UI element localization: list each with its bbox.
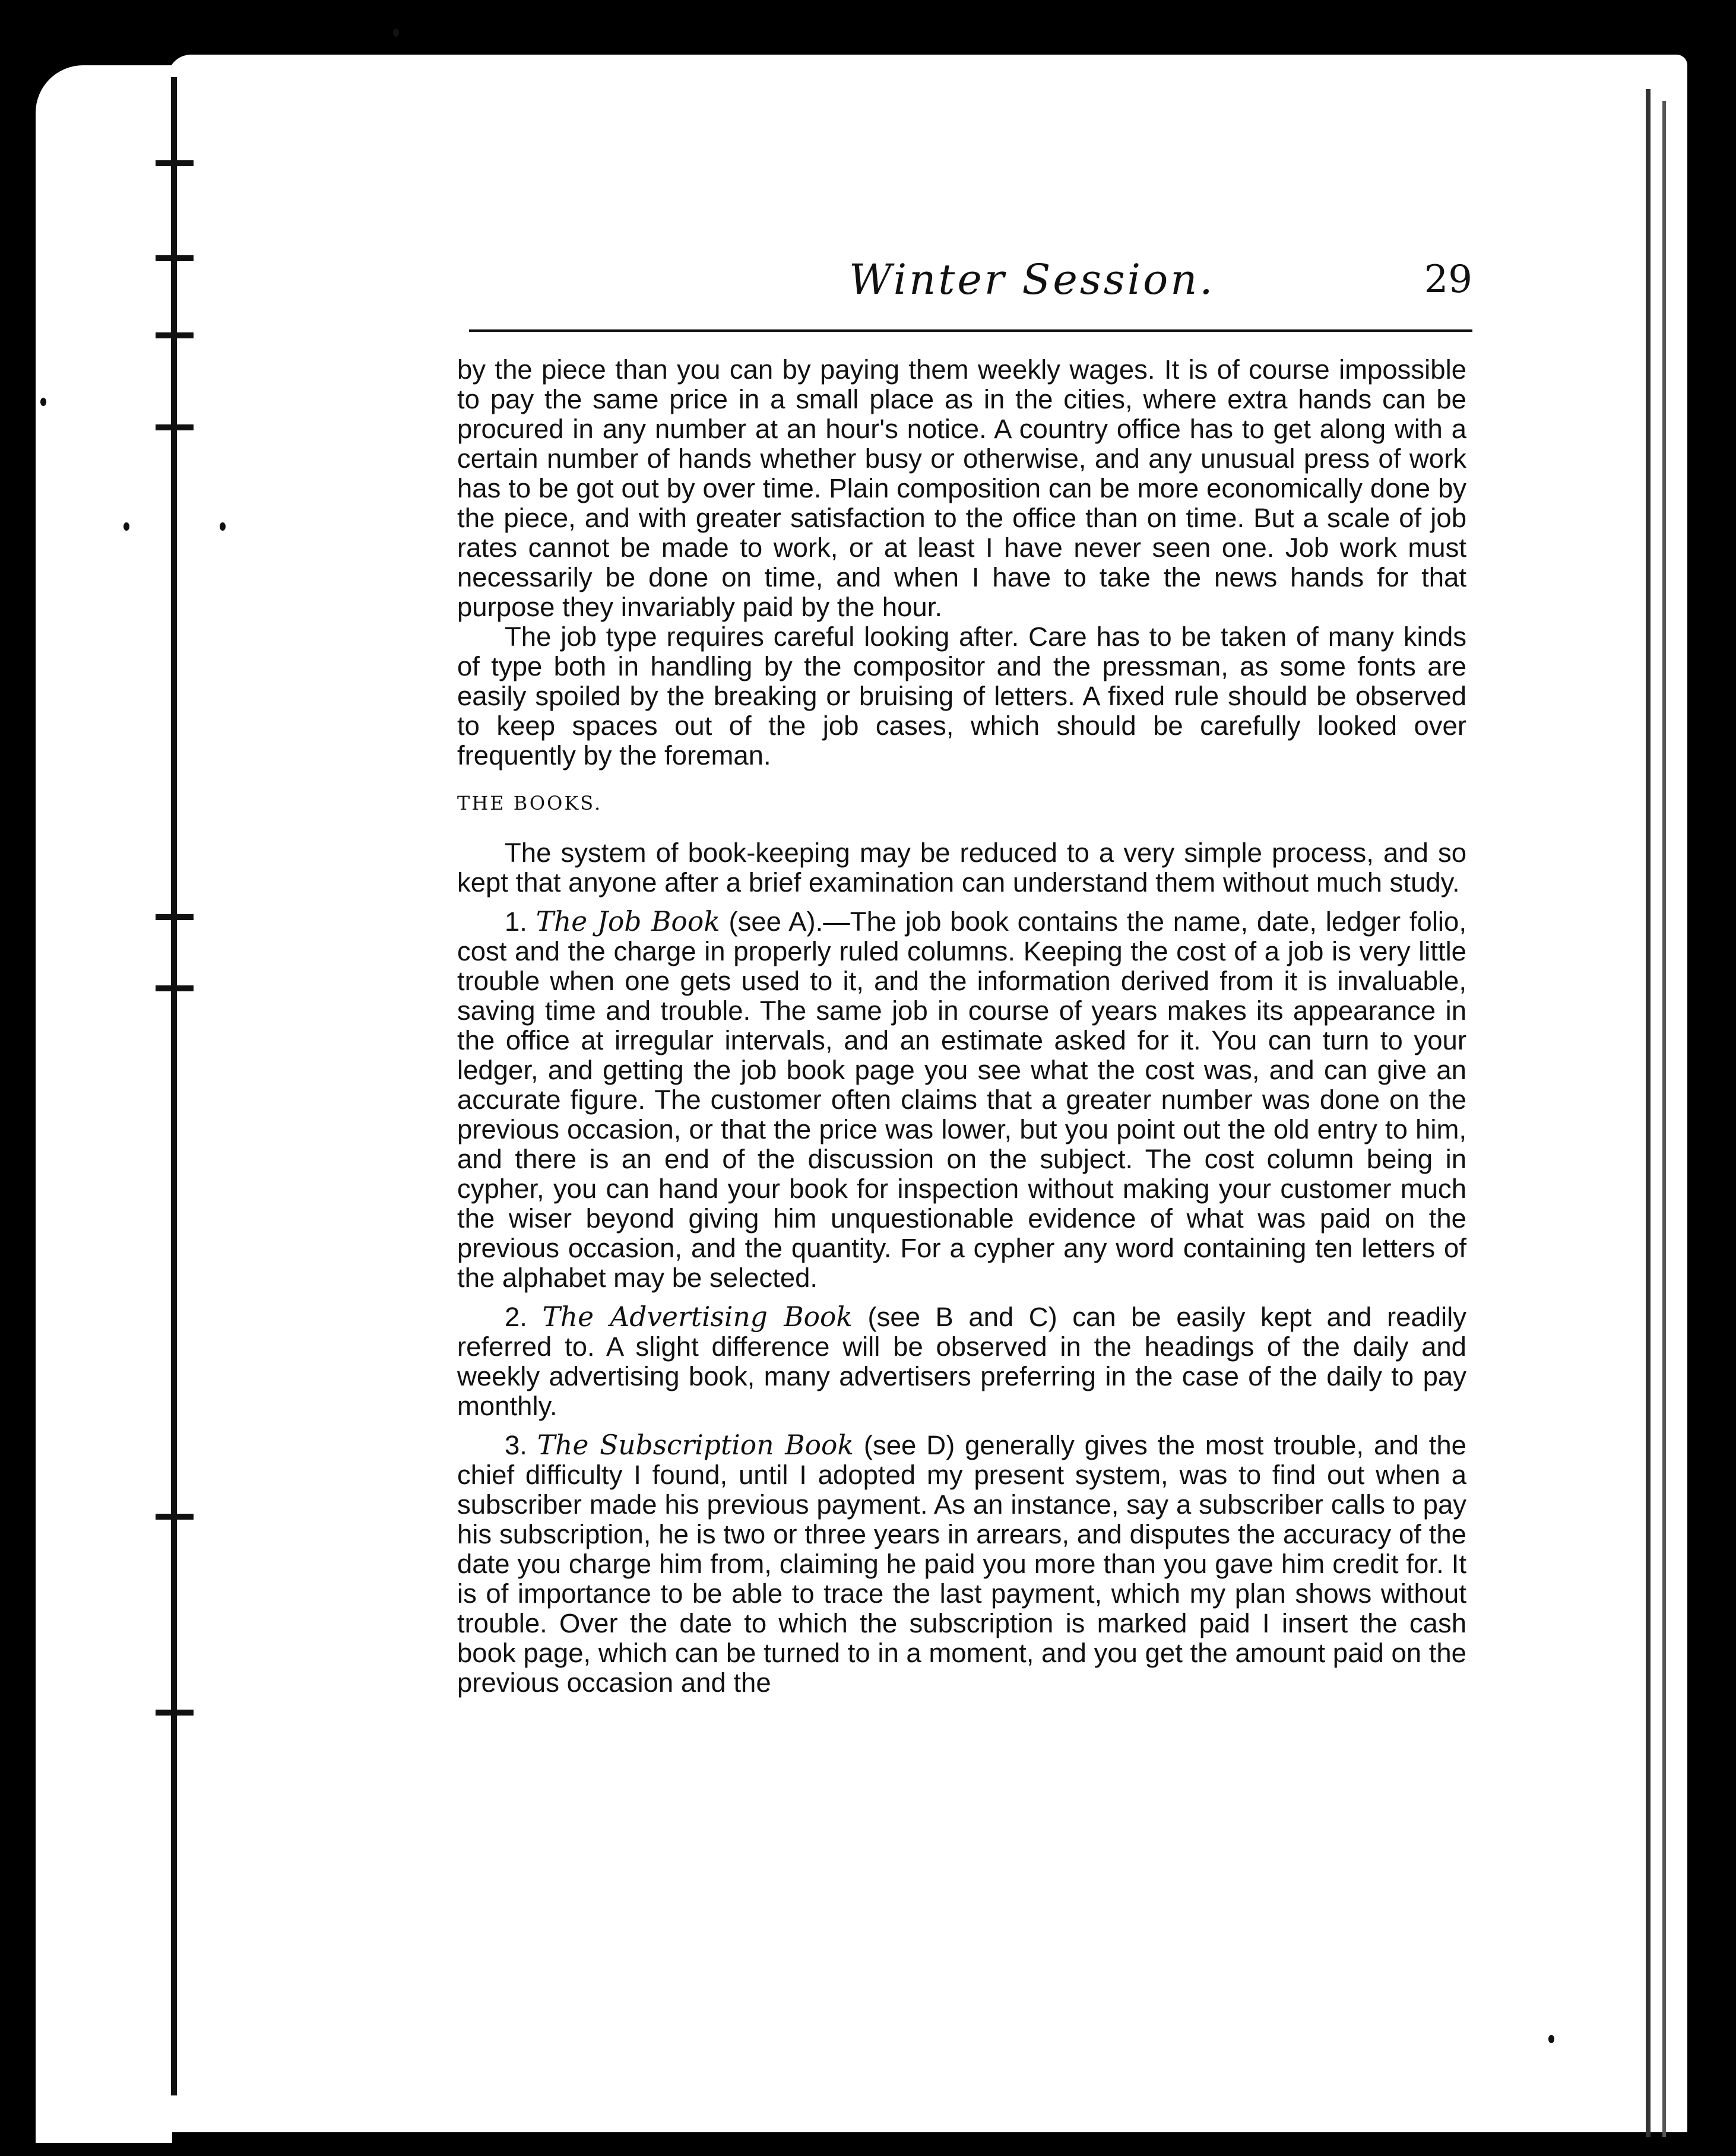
binding-stitch xyxy=(156,985,194,991)
binding-gutter xyxy=(36,65,172,2143)
item-title: The Job Book xyxy=(536,906,720,937)
body-text xyxy=(457,355,1466,1698)
paragraph: The job type requires careful looking after. Care has to be taken of many kinds of type both in handling by the compositor and the pressman, as some fonts are easily spoiled by the breaking or bruising of letters. A fixed rule should be observed to keep spaces out of the job cases, which should be carefully looked over frequently by the foreman. xyxy=(457,622,1466,771)
margin-speck xyxy=(393,28,399,37)
list-item xyxy=(457,1431,1466,1698)
page-number: 29 xyxy=(1424,258,1472,302)
paragraph: by the piece than you can by paying them weekly wages. It is of course impossible to pay the same price in a small place as in the cities, where extra hands can be procured in any number at an hour's notice. A country office has to get along with a certain number of hands whether busy or otherwise, and any unusual press of work has to be got out by over time. Plain composition can be more economically done by the piece, and with greater satisfaction to the office than on time. But a scale of job rates cannot be made to work, or at least I have never seen one. Job work must necessarily be done on time, and when I have to take the news hands for that purpose they invariably paid by the hour. xyxy=(457,354,1466,622)
margin-speck xyxy=(220,522,226,531)
section-heading: THE BOOKS. xyxy=(457,792,603,814)
page-edge xyxy=(1662,101,1666,2137)
header-rule xyxy=(469,329,1472,332)
list-item xyxy=(457,1302,1466,1421)
running-head xyxy=(469,255,1472,321)
margin-speck xyxy=(1548,2035,1554,2043)
binding-stitch xyxy=(156,1710,194,1716)
item-number: 3. xyxy=(505,1430,527,1460)
binding-stitch xyxy=(156,1514,194,1520)
margin-speck xyxy=(123,522,129,531)
item-text: (see D) generally gives the most trouble, and the chief difficulty I found, until I adopted my present system, was to find out when a subscriber made his previous payment. As an instance, say a subscriber calls to pay his subscription, he is two or three years in arrears, and disputes the accuracy of the date you charge him from, claiming he paid you more than you gave him credit for. It is of importance to be able to trace the last payment, which my plan shows without trouble. Over the date to which the subscription is marked paid I insert the cash book page, which can be turned to in a moment, and you get the amount paid on the previous occasion and the xyxy=(457,1430,1466,1698)
item-title: The Advertising Book xyxy=(542,1301,853,1333)
margin-speck xyxy=(40,398,46,406)
binding-stitch xyxy=(156,332,194,338)
item-title: The Subscription Book xyxy=(537,1429,854,1461)
binding-stitch xyxy=(156,160,194,166)
page-edge xyxy=(1646,89,1651,2137)
paragraph: The system of book-keeping may be reduced to a very simple process, and so kept that anyone after a brief examination can understand them without much study. xyxy=(457,838,1466,898)
item-number: 2. xyxy=(505,1302,527,1332)
list-item xyxy=(457,907,1466,1293)
binding-stitch xyxy=(156,914,194,920)
binding-spine xyxy=(171,77,177,2095)
item-text: (see B and C) can be easily kept and readily referred to. A slight difference will be observed in the headings of the daily and weekly advertising book, many advertisers preferring in the case of the daily to pay monthly. xyxy=(457,1302,1466,1421)
item-text: (see A).—The job book contains the name, date, ledger folio, cost and the charge in properly ruled columns. Keeping the cost of a job is very little trouble when one gets used to it, and the information derived from it is invaluable, saving time and trouble. The same job in course of years makes its appearance in the office at irregular intervals, and an estimate asked for it. You can turn to your ledger, and getting the job book page you see what the cost was, and can give an accurate figure. The customer often claims that a greater number was done on the previous occasion, or that the price was lower, but you point out the old entry to him, and there is an end of the discussion on the subject. The cost column being in cypher, you can hand your book for inspection without making your customer much the wiser beyond giving him unquestionable evidence of what was paid on the previous occasion, and the quantity. For a cypher any word containing ten letters of the alphabet may be selected. xyxy=(457,906,1466,1293)
item-number: 1. xyxy=(505,906,527,937)
binding-stitch xyxy=(156,255,194,261)
binding-stitch xyxy=(156,424,194,430)
running-title: Winter Session. xyxy=(849,255,1215,304)
